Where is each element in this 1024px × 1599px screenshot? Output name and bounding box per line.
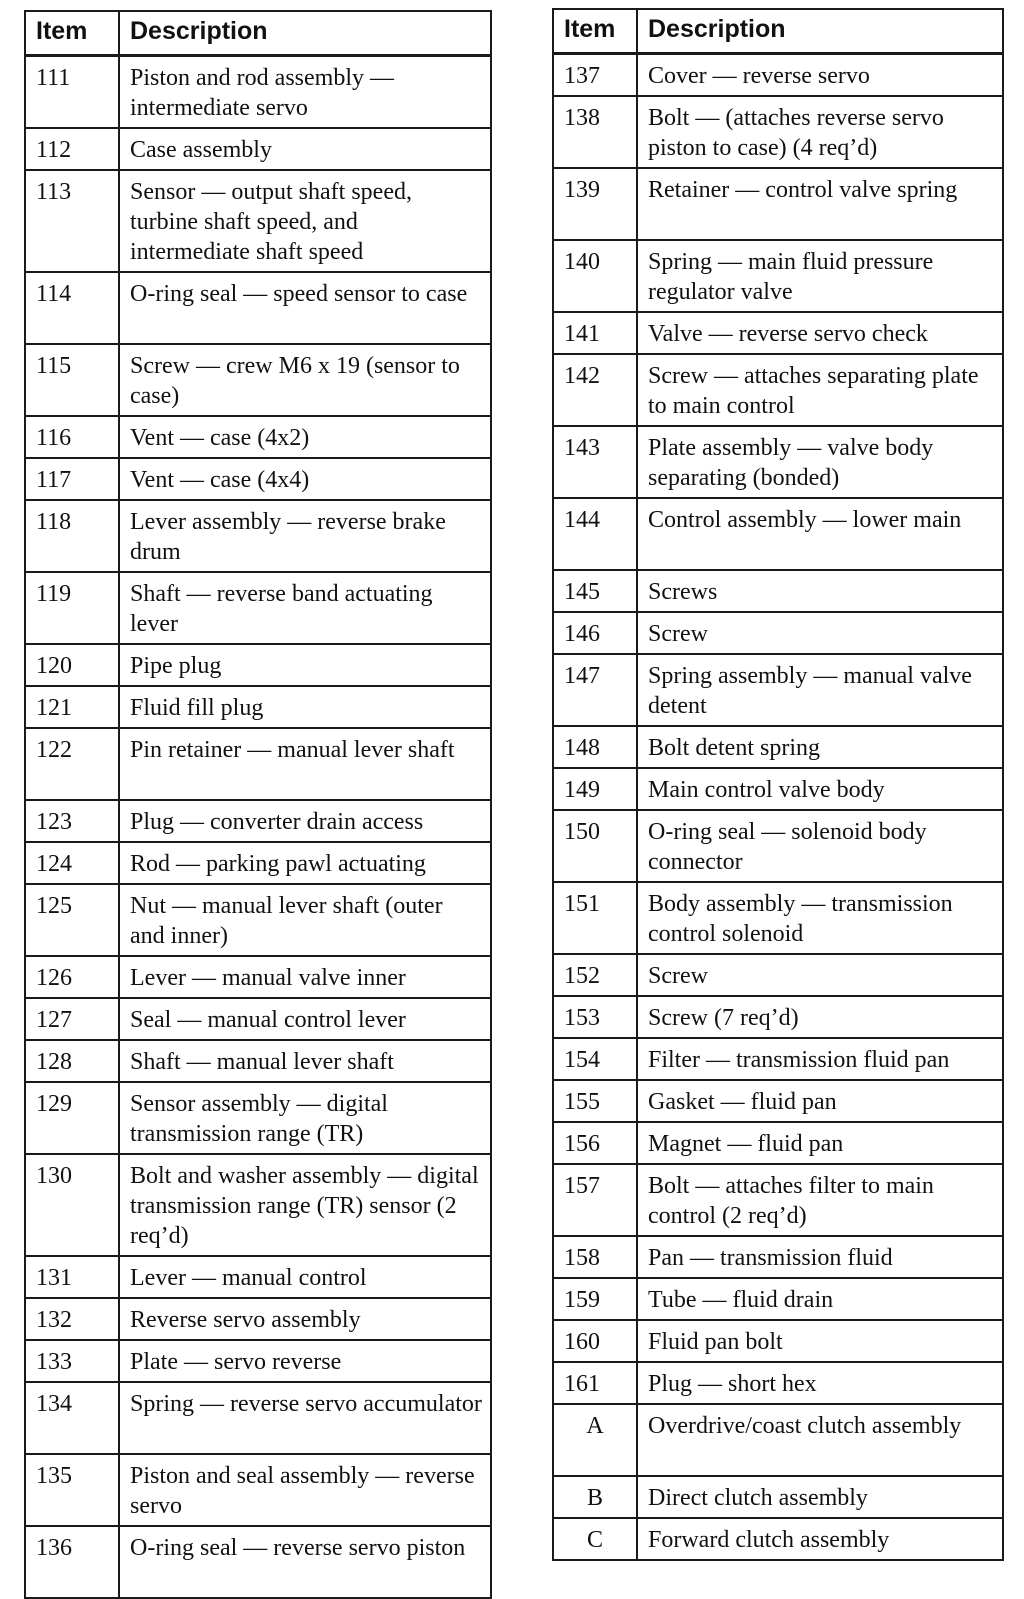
table-row	[25, 1454, 491, 1526]
item-description: Fluid fill plug	[119, 686, 491, 728]
item-number: 135	[25, 1454, 119, 1526]
header-row	[553, 9, 1003, 54]
item-number: 114	[25, 272, 119, 344]
table-row	[25, 842, 491, 884]
item-number: 121	[25, 686, 119, 728]
item-number: 145	[553, 570, 637, 612]
item-number: 139	[553, 168, 637, 240]
table-row	[25, 128, 491, 170]
item-number: 113	[25, 170, 119, 272]
table-row	[553, 498, 1003, 570]
table-row	[553, 54, 1003, 97]
item-number: 111	[25, 56, 119, 129]
item-description: Pin retainer — manual lever shaft	[119, 728, 491, 800]
item-description: Screw	[637, 612, 1003, 654]
item-number: 144	[553, 498, 637, 570]
item-description: Plate assembly — valve body separating (bonded)	[637, 426, 1003, 498]
item-description: Plug — converter drain access	[119, 800, 491, 842]
table-row	[25, 728, 491, 800]
item-number: 112	[25, 128, 119, 170]
item-description: Screw — attaches separating plate to main control	[637, 354, 1003, 426]
item-description: Gasket — fluid pan	[637, 1080, 1003, 1122]
item-number: 123	[25, 800, 119, 842]
item-number: 127	[25, 998, 119, 1040]
item-number: 159	[553, 1278, 637, 1320]
table-row	[553, 768, 1003, 810]
item-number: 154	[553, 1038, 637, 1080]
table-row	[25, 998, 491, 1040]
item-number: 156	[553, 1122, 637, 1164]
table-row	[25, 572, 491, 644]
table-row	[25, 884, 491, 956]
table-row	[553, 996, 1003, 1038]
table-row	[25, 416, 491, 458]
item-description: Piston and rod assembly — intermediate servo	[119, 56, 491, 129]
table-row	[553, 312, 1003, 354]
item-description: Bolt and washer assembly — digital transmission range (TR) sensor (2 req’d)	[119, 1154, 491, 1256]
item-description: Lever assembly — reverse brake drum	[119, 500, 491, 572]
item-number: 130	[25, 1154, 119, 1256]
table-row	[553, 726, 1003, 768]
item-description: Vent — case (4x4)	[119, 458, 491, 500]
item-number: 116	[25, 416, 119, 458]
item-number: A	[553, 1404, 637, 1476]
item-number: C	[553, 1518, 637, 1560]
item-description: Spring — main fluid pressure regulator valve	[637, 240, 1003, 312]
parts-table-right-body	[553, 54, 1003, 1561]
item-number: 126	[25, 956, 119, 998]
table-row	[553, 1404, 1003, 1476]
item-description: Seal — manual control lever	[119, 998, 491, 1040]
item-number: 152	[553, 954, 637, 996]
item-description: Direct clutch assembly	[637, 1476, 1003, 1518]
table-row	[553, 1122, 1003, 1164]
description-header: Description	[119, 11, 491, 56]
table-row	[25, 1040, 491, 1082]
table-row	[25, 170, 491, 272]
table-row	[553, 168, 1003, 240]
table-row	[553, 570, 1003, 612]
table-row	[25, 1298, 491, 1340]
item-number: 148	[553, 726, 637, 768]
item-number: 128	[25, 1040, 119, 1082]
item-number: 124	[25, 842, 119, 884]
item-number: 157	[553, 1164, 637, 1236]
item-description: Lever — manual control	[119, 1256, 491, 1298]
table-row	[553, 882, 1003, 954]
item-description: Screw — crew M6 x 19 (sensor to case)	[119, 344, 491, 416]
item-number: 125	[25, 884, 119, 956]
item-description: O-ring seal — solenoid body connector	[637, 810, 1003, 882]
table-row	[553, 426, 1003, 498]
table-row	[25, 458, 491, 500]
item-number: 143	[553, 426, 637, 498]
table-row	[25, 686, 491, 728]
item-description: Main control valve body	[637, 768, 1003, 810]
table-row	[25, 800, 491, 842]
table-row	[553, 1320, 1003, 1362]
table-row	[25, 500, 491, 572]
item-description: Screw	[637, 954, 1003, 996]
table-row	[553, 354, 1003, 426]
item-number: 147	[553, 654, 637, 726]
item-number: 133	[25, 1340, 119, 1382]
table-row	[553, 1038, 1003, 1080]
item-description: Overdrive/coast clutch assembly	[637, 1404, 1003, 1476]
item-description: Retainer — control valve spring	[637, 168, 1003, 240]
item-description: Lever — manual valve inner	[119, 956, 491, 998]
table-row	[553, 1164, 1003, 1236]
table-row	[25, 272, 491, 344]
item-number: 149	[553, 768, 637, 810]
item-number: 136	[25, 1526, 119, 1598]
table-row	[553, 1518, 1003, 1560]
table-row	[553, 954, 1003, 996]
parts-table-left-body	[25, 56, 491, 1599]
item-number: 155	[553, 1080, 637, 1122]
item-number: 117	[25, 458, 119, 500]
item-description: Screw (7 req’d)	[637, 996, 1003, 1038]
table-row	[25, 56, 491, 129]
parts-table-right	[552, 8, 1004, 1561]
table-row	[25, 1256, 491, 1298]
item-number: 129	[25, 1082, 119, 1154]
item-number: 161	[553, 1362, 637, 1404]
table-row	[25, 1154, 491, 1256]
item-description: Valve — reverse servo check	[637, 312, 1003, 354]
item-header: Item	[25, 11, 119, 56]
item-description: Tube — fluid drain	[637, 1278, 1003, 1320]
table-row	[553, 1080, 1003, 1122]
item-number: 146	[553, 612, 637, 654]
table-row	[553, 1278, 1003, 1320]
item-description: Plug — short hex	[637, 1362, 1003, 1404]
item-description: Body assembly — transmission control solenoid	[637, 882, 1003, 954]
item-number: 151	[553, 882, 637, 954]
item-description: Sensor assembly — digital transmission range (TR)	[119, 1082, 491, 1154]
item-number: 141	[553, 312, 637, 354]
item-description: Sensor — output shaft speed, turbine shaft speed, and intermediate shaft speed	[119, 170, 491, 272]
item-description: Shaft — manual lever shaft	[119, 1040, 491, 1082]
item-number: 118	[25, 500, 119, 572]
item-number: 150	[553, 810, 637, 882]
parts-table-left	[24, 10, 492, 1599]
item-number: 137	[553, 54, 637, 97]
item-description: Control assembly — lower main	[637, 498, 1003, 570]
item-number: 132	[25, 1298, 119, 1340]
table-row	[553, 612, 1003, 654]
item-description: Nut — manual lever shaft (outer and inner)	[119, 884, 491, 956]
table-row	[553, 810, 1003, 882]
item-header: Item	[553, 9, 637, 54]
table-row	[25, 1082, 491, 1154]
item-description: Forward clutch assembly	[637, 1518, 1003, 1560]
item-description: Piston and seal assembly — reverse servo	[119, 1454, 491, 1526]
item-description: Magnet — fluid pan	[637, 1122, 1003, 1164]
item-description: Cover — reverse servo	[637, 54, 1003, 97]
item-number: B	[553, 1476, 637, 1518]
table-row	[25, 1526, 491, 1598]
item-number: 115	[25, 344, 119, 416]
item-description: Pan — transmission fluid	[637, 1236, 1003, 1278]
table-row	[25, 644, 491, 686]
table-row	[553, 1236, 1003, 1278]
item-description: O-ring seal — speed sensor to case	[119, 272, 491, 344]
table-row	[25, 344, 491, 416]
table-row	[25, 1340, 491, 1382]
description-header: Description	[637, 9, 1003, 54]
item-description: Shaft — reverse band actuating lever	[119, 572, 491, 644]
table-row	[553, 1362, 1003, 1404]
item-description: O-ring seal — reverse servo piston	[119, 1526, 491, 1598]
header-row	[25, 11, 491, 56]
item-description: Pipe plug	[119, 644, 491, 686]
item-description: Spring — reverse servo accumulator	[119, 1382, 491, 1454]
item-description: Rod — parking pawl actuating	[119, 842, 491, 884]
item-description: Filter — transmission fluid pan	[637, 1038, 1003, 1080]
item-number: 138	[553, 96, 637, 168]
table-row	[553, 240, 1003, 312]
item-description: Bolt — attaches filter to main control (2 req’d)	[637, 1164, 1003, 1236]
item-description: Reverse servo assembly	[119, 1298, 491, 1340]
table-row	[553, 1476, 1003, 1518]
table-row	[25, 956, 491, 998]
item-description: Plate — servo reverse	[119, 1340, 491, 1382]
item-number: 153	[553, 996, 637, 1038]
item-number: 142	[553, 354, 637, 426]
item-number: 160	[553, 1320, 637, 1362]
item-number: 134	[25, 1382, 119, 1454]
item-description: Screws	[637, 570, 1003, 612]
item-number: 120	[25, 644, 119, 686]
item-number: 140	[553, 240, 637, 312]
table-row	[25, 1382, 491, 1454]
table-row	[553, 96, 1003, 168]
item-description: Fluid pan bolt	[637, 1320, 1003, 1362]
table-row	[553, 654, 1003, 726]
item-number: 158	[553, 1236, 637, 1278]
item-description: Bolt detent spring	[637, 726, 1003, 768]
item-number: 119	[25, 572, 119, 644]
item-description: Spring assembly — manual valve detent	[637, 654, 1003, 726]
item-number: 122	[25, 728, 119, 800]
item-description: Bolt — (attaches reverse servo piston to case) (4 req’d)	[637, 96, 1003, 168]
item-description: Vent — case (4x2)	[119, 416, 491, 458]
item-description: Case assembly	[119, 128, 491, 170]
item-number: 131	[25, 1256, 119, 1298]
